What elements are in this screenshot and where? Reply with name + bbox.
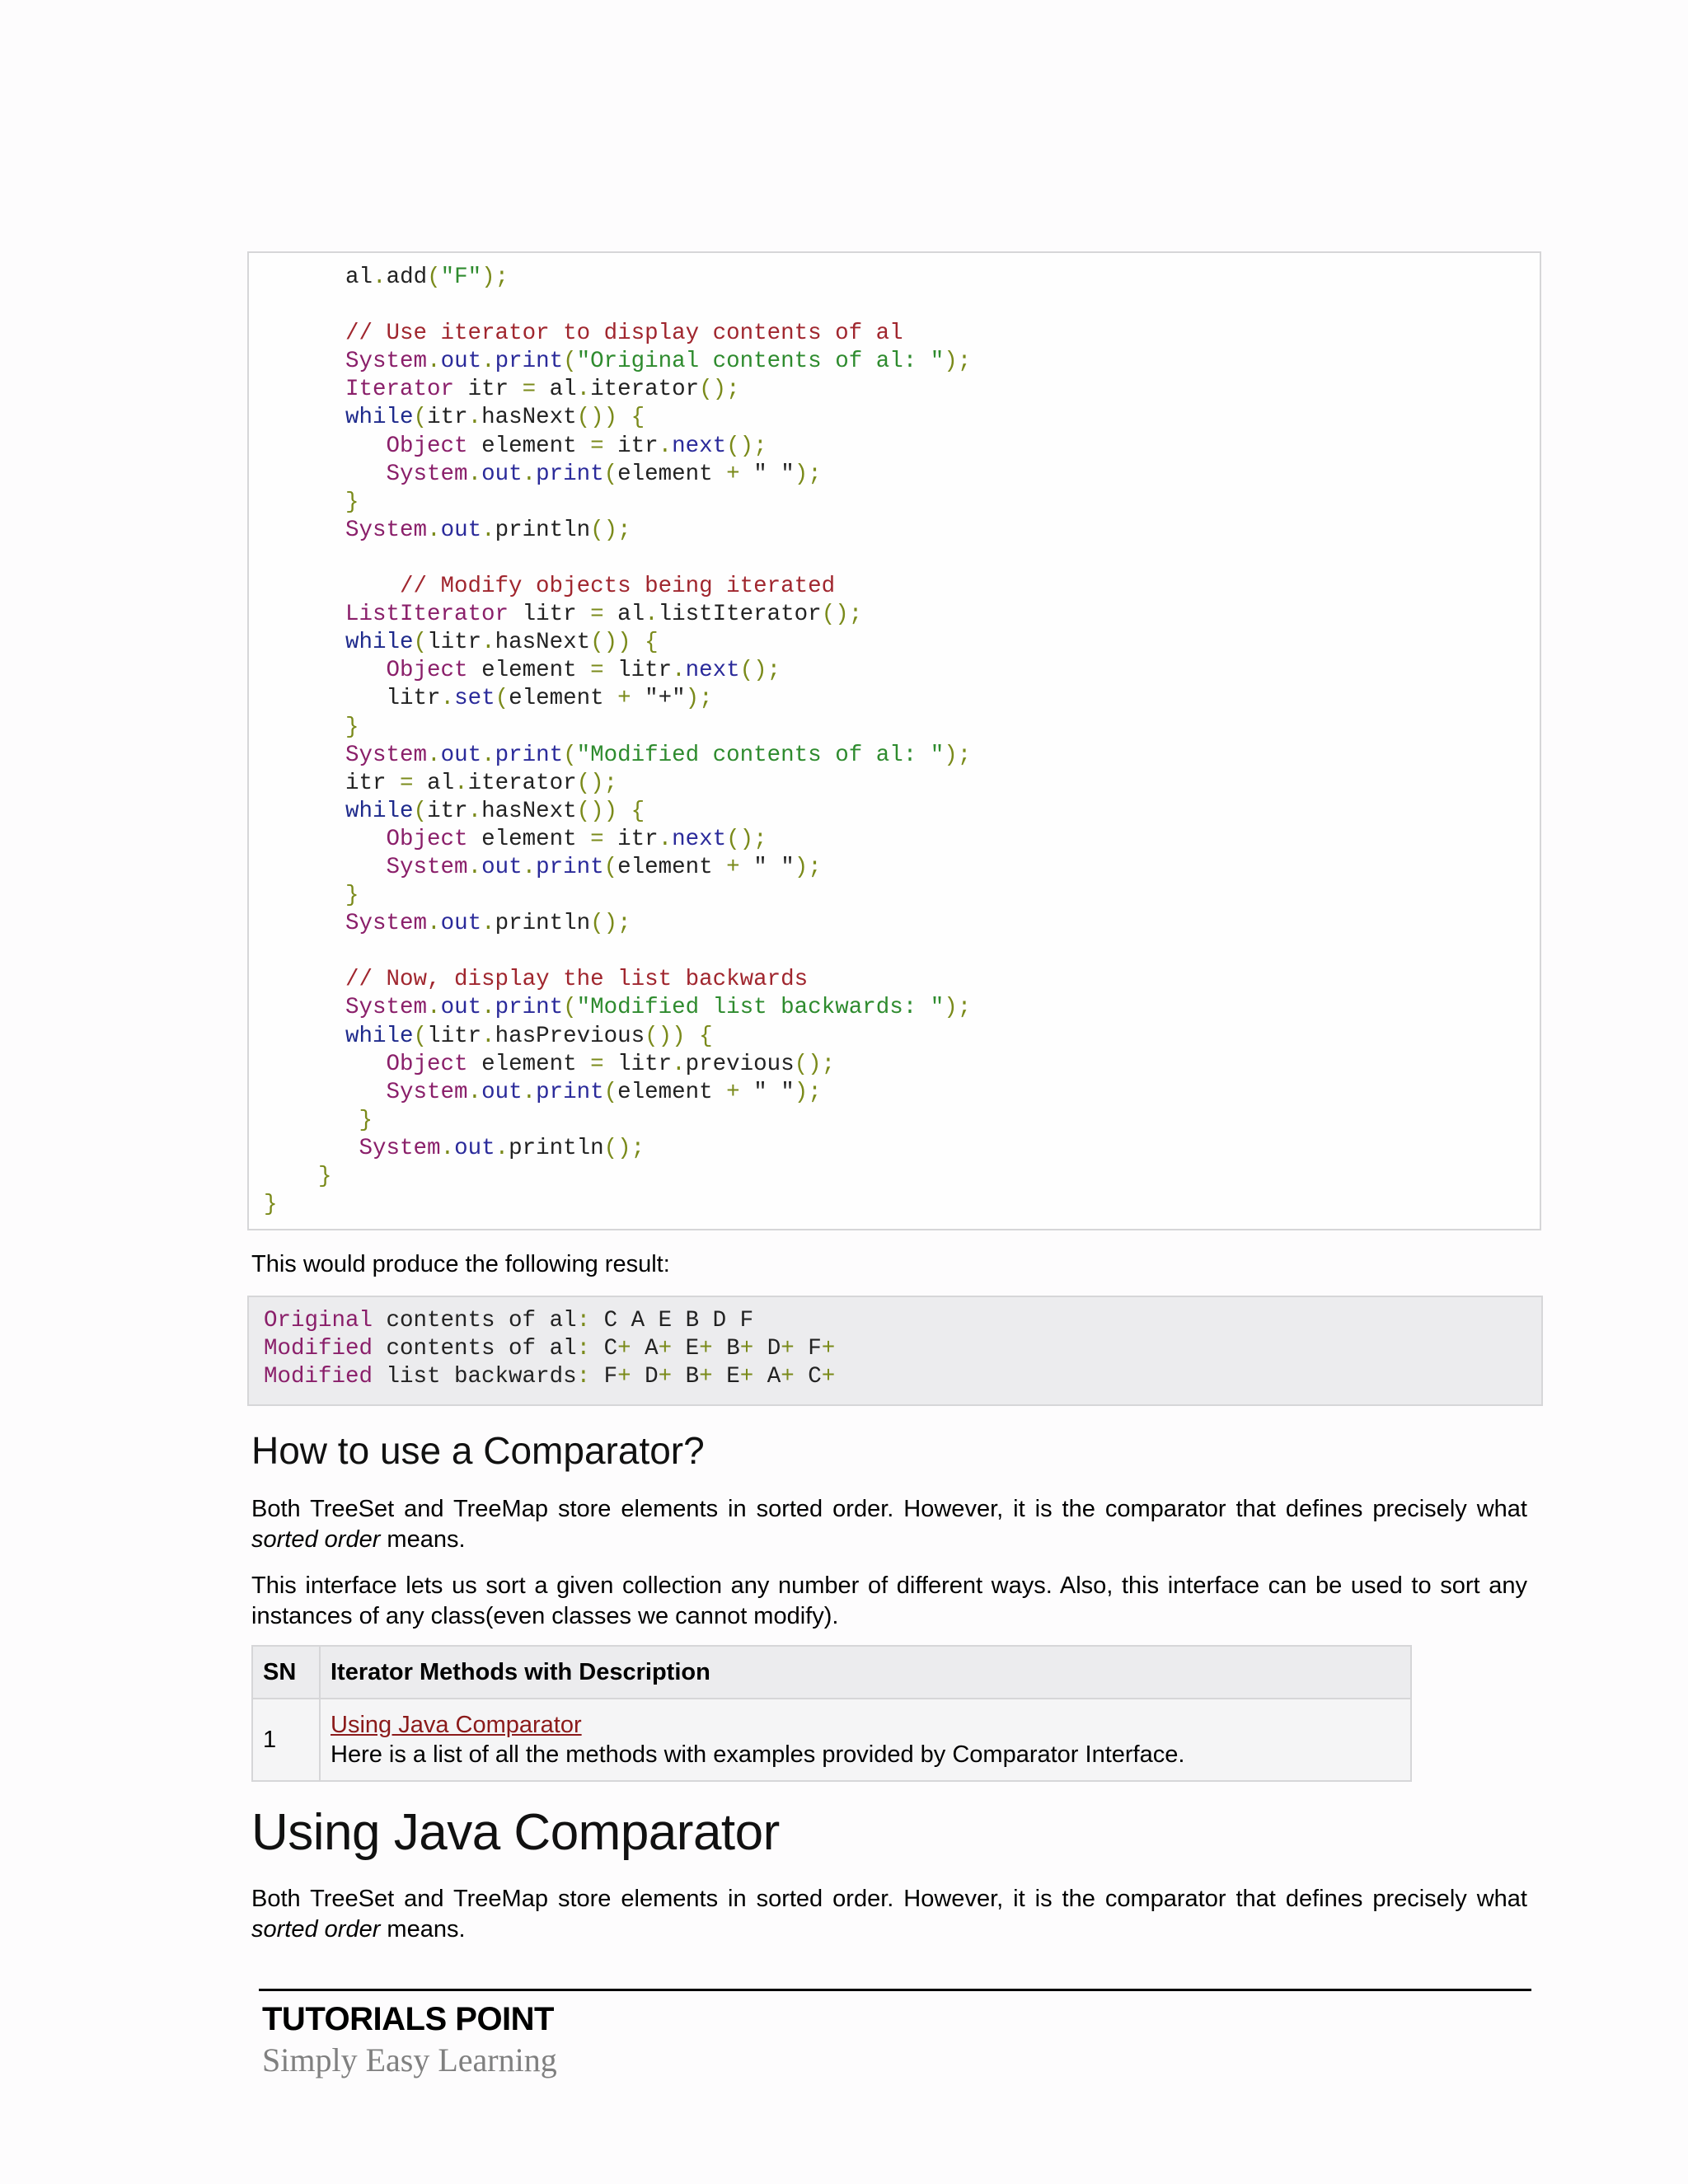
code-line: Iterator itr = al.iterator(); — [345, 377, 740, 403]
result-intro: This would produce the following result: — [251, 1251, 670, 1277]
section-heading-comparator: How to use a Comparator? — [251, 1429, 705, 1472]
code-line: Object element = litr.next(); — [386, 658, 781, 684]
code-line: Object element = itr.next(); — [386, 433, 767, 459]
code-line: Modified list backwards: F+ D+ B+ E+ A+ C+ — [264, 1364, 836, 1390]
code-line — [264, 292, 971, 320]
table-header-row — [252, 1646, 1411, 1699]
code-line: Object element = itr.next(); — [386, 826, 767, 852]
row-description: Here is a list of all the methods with examples provided by Comparator Interface. — [331, 1741, 1185, 1768]
code-line: System.out.println(); — [345, 517, 631, 543]
text: Both TreeSet and TreeMap store elements in sorted order. However, it is the comparator that defines precisely what — [251, 1496, 1527, 1522]
footer-brand: TUTORIALS POINT — [262, 2001, 554, 2037]
output-listing — [264, 1307, 835, 1391]
paragraph — [251, 1884, 1527, 1945]
code-line: Original contents of al: C A E B D F — [264, 1308, 754, 1333]
code-line: } — [264, 1192, 278, 1218]
footer-divider — [259, 1989, 1531, 1991]
code-line: al.add("F"); — [345, 265, 509, 290]
code-line: Modified contents of al: C+ A+ E+ B+ D+ F+ — [264, 1336, 836, 1362]
code-line: // Use iterator to display contents of al — [345, 321, 903, 347]
code-line: } — [345, 883, 359, 909]
methods-table — [251, 1645, 1412, 1782]
code-line: System.out.print(element + " "); — [386, 854, 822, 880]
cell-description — [320, 1699, 1411, 1781]
code-line: itr = al.iterator(); — [345, 770, 618, 796]
code-line: } — [345, 489, 359, 515]
code-line: while(litr.hasPrevious()) { — [345, 1023, 713, 1049]
footer-tagline: Simply Easy Learning — [262, 2041, 557, 2079]
output-block — [247, 1296, 1543, 1406]
paragraph: This interface lets us sort a given collection any number of different ways. Also, this interface can be used to sort any instances of any class(even classes we cannot modify). — [251, 1572, 1527, 1629]
cell-sn: 1 — [252, 1699, 320, 1781]
code-line: while(itr.hasNext()) { — [345, 405, 645, 431]
code-line: System.out.print("Modified list backwards: "); — [345, 995, 972, 1021]
using-java-comparator-link[interactable]: Using Java Comparator — [331, 1712, 582, 1738]
code-block — [247, 251, 1541, 1230]
code-line: litr.set(element + "+"); — [386, 686, 713, 712]
column-header-description: Iterator Methods with Description — [320, 1646, 1411, 1699]
code-line: // Modify objects being iterated — [400, 574, 836, 600]
text: means. — [380, 1526, 466, 1553]
code-line: System.out.println(); — [345, 911, 631, 937]
code-line: } — [359, 1107, 373, 1133]
code-listing — [264, 264, 971, 1219]
paragraph — [251, 1494, 1527, 1555]
code-line — [264, 545, 971, 573]
text: means. — [380, 1916, 466, 1943]
code-line: // Now, display the list backwards — [345, 967, 809, 993]
code-line: } — [345, 714, 359, 740]
code-line: System.out.print(element + " "); — [386, 1079, 822, 1105]
code-line: System.out.print("Original contents of al: "); — [345, 349, 972, 375]
section-heading-using-java-comparator: Using Java Comparator — [251, 1804, 780, 1861]
code-line: System.out.print(element + " "); — [386, 461, 822, 487]
code-line: System.out.println(); — [359, 1135, 645, 1161]
table-row — [252, 1699, 1411, 1781]
emphasis: sorted order — [251, 1526, 381, 1553]
code-line: } — [318, 1164, 332, 1189]
code-line: while(itr.hasNext()) { — [345, 798, 645, 824]
emphasis: sorted order — [251, 1916, 381, 1943]
text: Both TreeSet and TreeMap store elements in sorted order. However, it is the comparator that defines precisely what — [251, 1886, 1527, 1912]
code-line: System.out.print("Modified contents of al: "); — [345, 742, 972, 768]
code-line: while(litr.hasNext()) { — [345, 630, 659, 656]
column-header-sn: SN — [252, 1646, 320, 1699]
code-line: ListIterator litr = al.listIterator(); — [345, 602, 863, 628]
code-line — [264, 938, 971, 966]
code-line: Object element = litr.previous(); — [386, 1051, 836, 1077]
